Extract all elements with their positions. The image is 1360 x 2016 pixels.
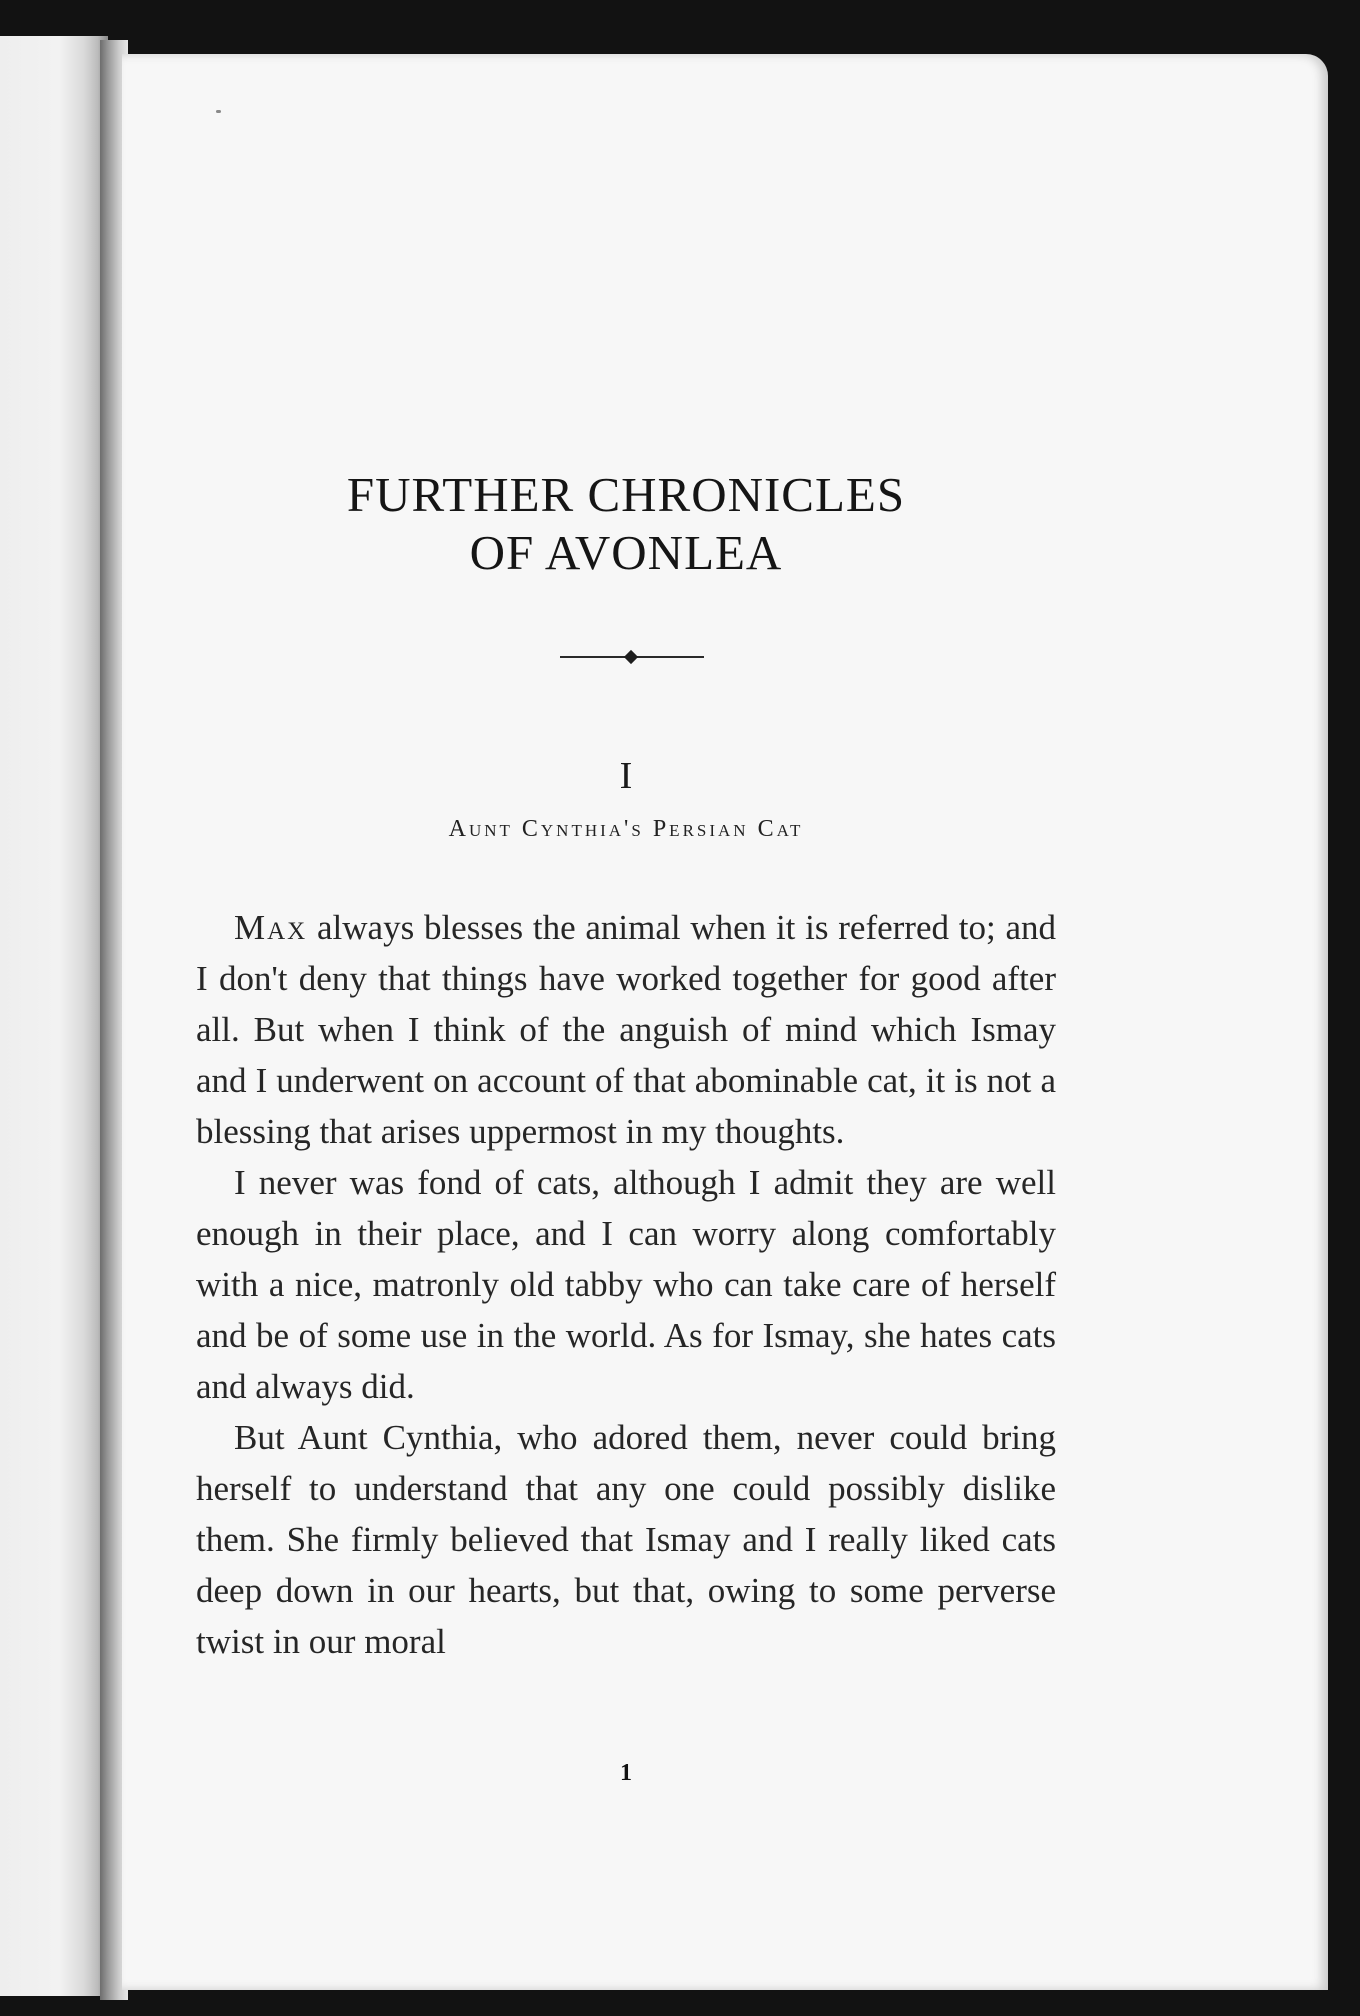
book-page	[122, 54, 1328, 1990]
paragraph	[196, 902, 1056, 1157]
page-number: 1	[620, 1760, 632, 1786]
left-page-edge	[0, 36, 108, 1996]
title-ornament	[560, 651, 704, 663]
page-content	[196, 54, 1056, 1990]
chapter-title: Aunt Cynthia's Persian Cat	[448, 816, 804, 842]
book-title-line-2: OF AVONLEA	[469, 525, 783, 580]
paragraph	[196, 1157, 1056, 1412]
paragraph-text: But Aunt Cynthia, who adored them, never could bring herself to understand that any one could possibly dislike them. She firmly believed that Ismay and I really liked cats deep down in our hearts, but that, owing to some perverse twist in our moral	[196, 1418, 1056, 1661]
paragraph-text: always blesses the animal when it is referred to; and I don't deny that things have worked together for good after all. But when I think of the anguish of mind which Ismay and I underwent on account of that abominable cat, it is not a blessing that arises uppermost in my thoughts.	[196, 908, 1056, 1151]
book-title	[196, 466, 1056, 582]
paragraph-lead-word: Max	[234, 908, 308, 947]
paragraph	[196, 1412, 1056, 1667]
paragraph-text: I never was fond of cats, although I admit they are well enough in their place, and I can worry along comfortably with a nice, matronly old tabby who can take care of herself and be of some use in the world. As for Ismay, she hates cats and always did.	[196, 1163, 1056, 1406]
ornament-diamond	[624, 650, 638, 664]
chapter-body	[196, 902, 1056, 1667]
chapter-number: I	[619, 755, 633, 797]
book-title-line-1: FURTHER CHRONICLES	[346, 467, 906, 522]
